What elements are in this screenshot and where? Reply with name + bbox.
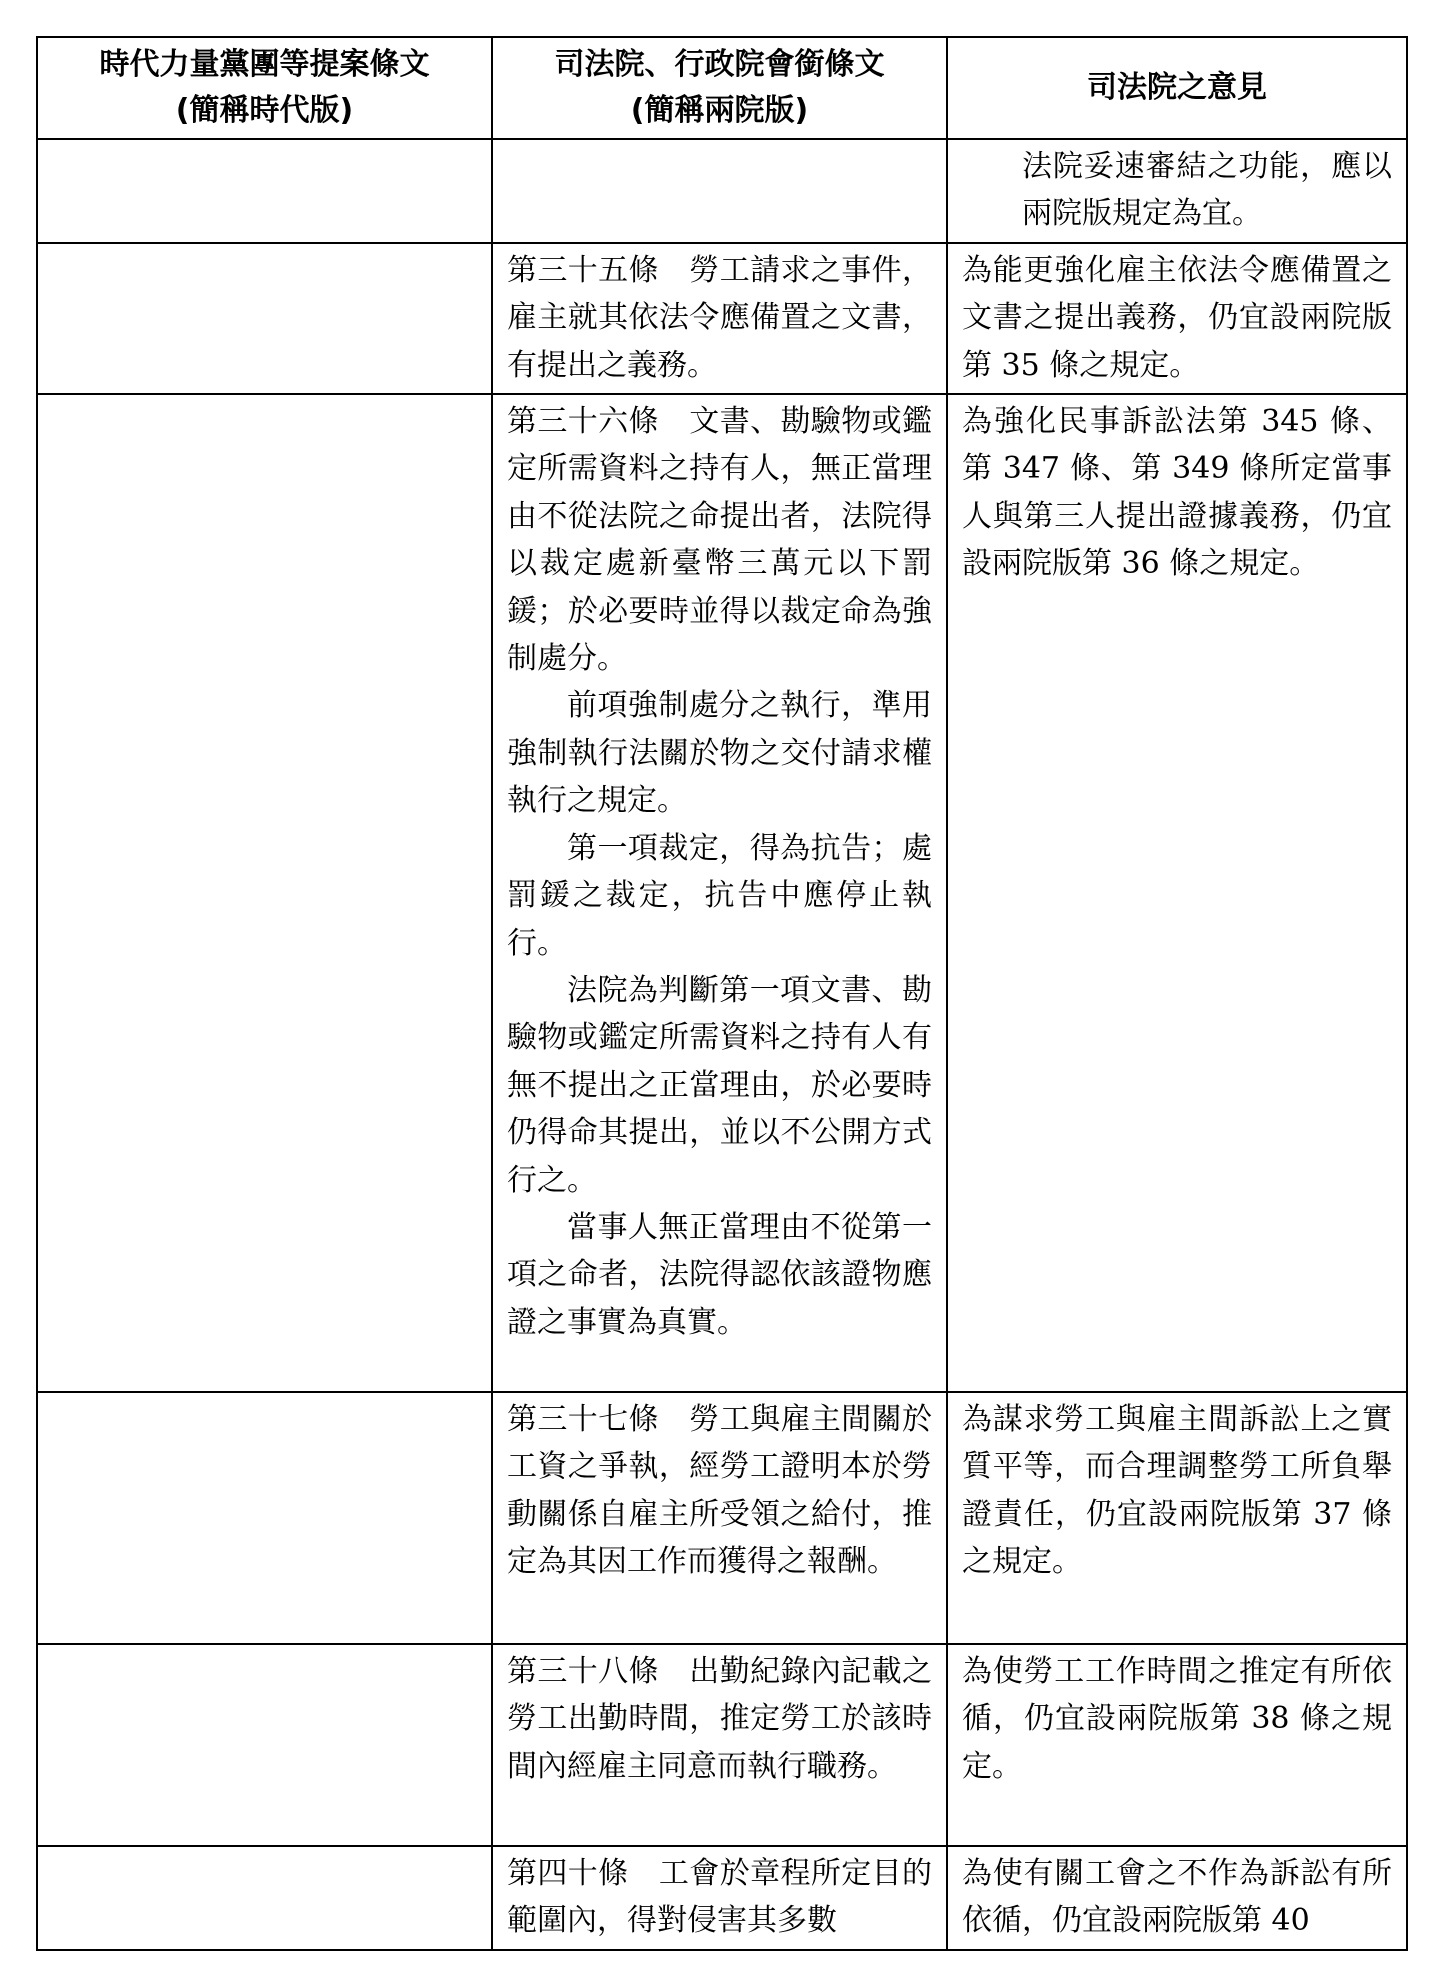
cell-time-version <box>37 139 492 243</box>
two-courts-text <box>493 244 946 393</box>
opinion-text <box>948 1847 1406 1949</box>
time-version-text <box>38 244 491 251</box>
opinion-text <box>948 140 1406 242</box>
table-row <box>37 1846 1407 1950</box>
header-judicial-opinion <box>947 37 1407 139</box>
time-version-text <box>38 140 491 147</box>
cell-two-courts <box>492 139 947 243</box>
time-version-text <box>38 395 491 402</box>
header-two-courts-version <box>492 37 947 139</box>
two-courts-text <box>493 140 946 147</box>
article-36-paragraph-3: 第一項裁定，得為抗告；處罰鍰之裁定，抗告中應停止執行。 <box>507 830 932 961</box>
table-row <box>37 1392 1407 1644</box>
article-35-paragraph: 第三十五條 勞工請求之事件，雇主就其依法令應備置之文書，有提出之義務。 <box>507 252 932 383</box>
time-version-text <box>38 1847 491 1854</box>
article-36-paragraph-5: 當事人無正當理由不從第一項之命者，法院得認依該證物應證之事實為真實。 <box>507 1209 932 1340</box>
cell-time-version <box>37 243 492 394</box>
cell-opinion <box>947 394 1407 1392</box>
two-courts-text <box>493 1393 946 1590</box>
two-courts-text <box>493 395 946 1350</box>
article-36-paragraph-4: 法院為判斷第一項文書、勘驗物或鑑定所需資料之持有人有無不提出之正當理由，於必要時仍得命其提出，並以不公開方式行之。 <box>507 972 932 1198</box>
opinion-paragraph: 法院妥速審結之功能，應以兩院版規定為宜。 <box>1022 149 1392 232</box>
header-two-courts-line2: (簡稱兩院版) <box>630 93 809 128</box>
table-row <box>37 139 1407 243</box>
cell-opinion <box>947 139 1407 243</box>
cell-opinion <box>947 1644 1407 1846</box>
time-version-text <box>38 1393 491 1400</box>
article-37-paragraph: 第三十七條 勞工與雇主間關於工資之爭執，經勞工證明本於勞動關係自雇主所受領之給付，推定為其因工作而獲得之報酬。 <box>507 1402 932 1580</box>
article-36-paragraph-2: 前項強制處分之執行，準用強制執行法關於物之交付請求權執行之規定。 <box>507 688 932 819</box>
opinion-text <box>948 1393 1406 1590</box>
cell-two-courts <box>492 243 947 394</box>
cell-time-version <box>37 394 492 1392</box>
time-version-text <box>38 1645 491 1652</box>
article-36-paragraph-1: 第三十六條 文書、勘驗物或鑑定所需資料之持有人，無正當理由不從法院之命提出者，法院得以裁定處新臺幣三萬元以下罰鍰；於必要時並得以裁定命為強制處分。 <box>507 404 932 677</box>
header-opinion-line1: 司法院之意見 <box>1087 70 1267 105</box>
cell-two-courts <box>492 1644 947 1846</box>
cell-two-courts <box>492 1392 947 1644</box>
article-38-paragraph: 第三十八條 出勤紀錄內記載之勞工出勤時間，推定勞工於該時間內經雇主同意而執行職務。 <box>507 1654 932 1784</box>
cell-time-version <box>37 1392 492 1644</box>
cell-time-version <box>37 1644 492 1846</box>
header-time-version-line2: (簡稱時代版) <box>175 93 354 128</box>
opinion-text <box>948 395 1406 592</box>
opinion-paragraph: 為能更強化雇主依法令應備置之文書之提出義務，仍宜設兩院版第 35 條之規定。 <box>962 252 1392 383</box>
header-time-version-line1: 時代力量黨團等提案條文 <box>99 47 430 82</box>
cell-opinion <box>947 1392 1407 1644</box>
comparison-table <box>36 36 1408 1951</box>
table-row <box>37 394 1407 1392</box>
article-40-paragraph: 第四十條 工會於章程所定目的範圍內，得對侵害其多數 <box>507 1856 932 1939</box>
cell-two-courts <box>492 394 947 1392</box>
cell-opinion <box>947 1846 1407 1950</box>
opinion-paragraph: 為使勞工工作時間之推定有所依循，仍宜設兩院版第 38 條之規定。 <box>962 1654 1392 1784</box>
cell-opinion <box>947 243 1407 394</box>
opinion-paragraph: 為使有關工會之不作為訴訟有所依循，仍宜設兩院版第 40 <box>962 1856 1392 1939</box>
two-courts-text <box>493 1847 946 1949</box>
header-two-courts-line1: 司法院、行政院會銜條文 <box>554 47 885 82</box>
cell-two-courts <box>492 1846 947 1950</box>
opinion-text <box>948 244 1406 393</box>
cell-time-version <box>37 1846 492 1950</box>
table-row <box>37 243 1407 394</box>
table-header-row <box>37 37 1407 139</box>
two-courts-text <box>493 1645 946 1794</box>
opinion-paragraph: 為強化民事訴訟法第 345 條、第 347 條、第 349 條所定當事人與第三人提出證據義務，仍宜設兩院版第 36 條之規定。 <box>962 404 1392 582</box>
header-time-version <box>37 37 492 139</box>
opinion-text <box>948 1645 1406 1794</box>
table-row <box>37 1644 1407 1846</box>
opinion-paragraph: 為謀求勞工與雇主間訴訟上之實質平等，而合理調整勞工所負舉證責任，仍宜設兩院版第 37 條之規定。 <box>962 1402 1392 1580</box>
